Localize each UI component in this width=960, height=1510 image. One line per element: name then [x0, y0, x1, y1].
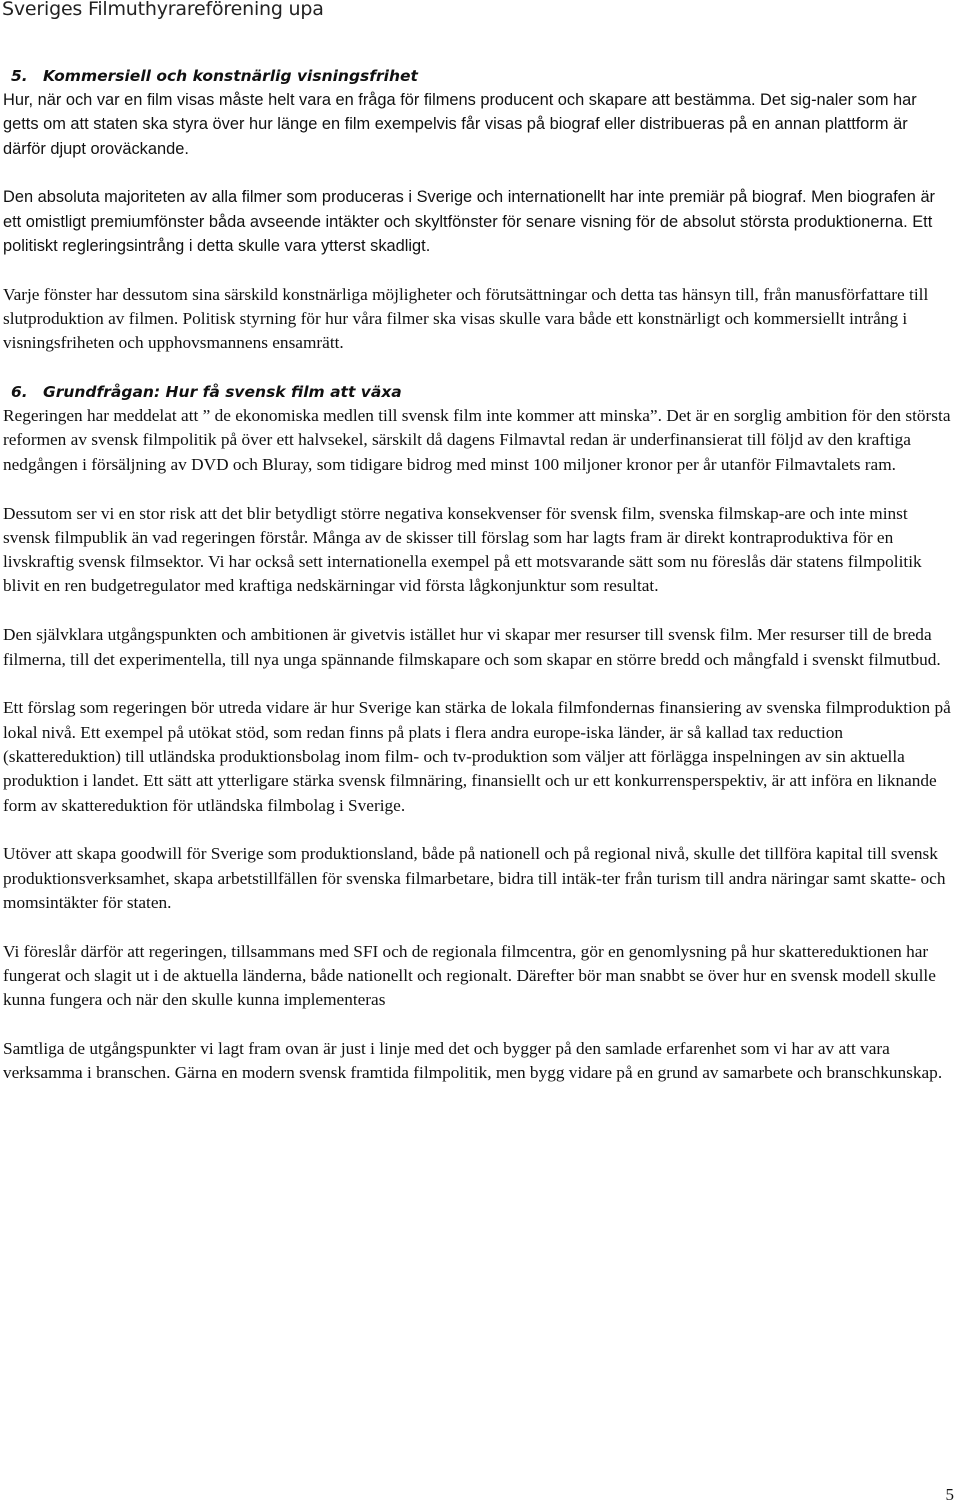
paragraph: Regeringen har meddelat att ” de ekonomiska medlen till svensk film inte kommer att minska”. Det är en sorglig ambition för den största reformen av svensk filmpolitik på över ett halvsekel, särskilt då dagens Filmavtal redan är underfinansierat till följd av den kraftiga nedgången i försäljning av DVD och Bluray, som tidigare bidrog med minst 100 miljoner kronor per år utanför Filmavtalets ram.: [3, 406, 951, 474]
page-number: 5: [945, 1485, 954, 1504]
paragraph: Utöver att skapa goodwill för Sverige som produktionsland, både på nationell och på regional nivå, skulle det tillföra kapital till svensk produktionsverksamhet, skapa arbetstillfällen för svenska filmarbetare, bidra till intäk-ter från turism till andra näringar samt skatte- och momsintäkter för staten.: [3, 844, 946, 912]
section-title: Kommersiell och konstnärlig visningsfrihet: [43, 67, 418, 85]
paragraph: Den absoluta majoriteten av alla filmer som produceras i Sverige och internationellt har inte premiär på biograf. Men biografen är ett omistligt premiumfönster båda avseende intäkter och skyltfönster för senare visning för de absolut största produktionerna. Ett politiskt regleringsintrång i detta skulle vara ytterst skadligt.: [3, 188, 936, 255]
paragraph: Den självklara utgångspunkten och ambitionen är givetvis istället hur vi skapar mer resurser till svensk film. Mer resurser till de breda filmerna, till det experimentella, till nya unga spännande filmskapare och som skapar en större bredd och mångfald i svenskt filmutbud.: [3, 625, 941, 669]
paragraph: Samtliga de utgångspunkter vi lagt fram ovan är just i linje med det och bygger på den samlade erfarenhet som vi har av att vara verksamma i branschen. Gärna en modern svensk framtida filmpolitik, men bygg vidare på en grund av samarbete och branschkunskap.: [3, 1039, 943, 1083]
section-number: 5.: [11, 67, 28, 85]
running-header: Sveriges Filmuthyrareförening upa: [2, 0, 324, 20]
paragraph: Dessutom ser vi en stor risk att det blir betydligt större negativa konsekvenser för svensk film, svenska filmskap-are och inte minst svensk filmpublik än vad regeringen förstår. Många av de skisser till förslag som har lagts fram är direkt kontraproduktiva för en livskraftig svensk filmsektor. Vi har också sett internationella exempel på ett motsvarande sätt som nu föreslås där statens filmpolitik blivit en ren budgetregulator med kraftiga nedskärningar vid första lågkonjunktur som resultat.: [3, 503, 922, 596]
section-heading-5: [3, 64, 955, 88]
section-heading-6: [3, 380, 955, 404]
document-body: [3, 64, 955, 1086]
paragraph: Ett förslag som regeringen bör utreda vidare är hur Sverige kan stärka de lokala filmfondernas finansiering av svenska filmproduktion på lokal nivå. Ett exempel på utökat stöd, som redan finns på plats i flera andra europe-iska länder, är så kallad tax reduction (skattereduktion) till utländska produktionsbolag inom film- och tv-produktion som väljer att förlägga inspelningen av sin aktuella produktion i landet. Ett sätt att ytterligare stärka svensk filmnäring, finansiellt och ur ett konkurrensperspektiv, är att införa en liknande form av skattereduktion för utländska filmbolag i Sverige.: [3, 698, 951, 815]
section-title: Grundfrågan: Hur få svensk film att växa: [43, 383, 402, 402]
paragraph: Varje fönster har dessutom sina särskild konstnärliga möjligheter och förutsättningar och detta tas hänsyn till, från manusförfattare till slutproduktion av filmen. Politisk styrning för hur våra filmer ska visas skulle vara både ett konstnärligt och kommersiellt intrång i visningsfriheten och upphovsmannens ensamrätt.: [3, 284, 929, 353]
paragraph: Hur, när och var en film visas måste helt vara en fråga för filmens producent och skapare att bestämma. Det sig-naler som har getts om att staten ska styra över hur länge en film exempelvis får visas på biograf eller distribueras på en annan plattform är därför djupt oroväckande.: [3, 91, 917, 158]
section-number: 6.: [11, 383, 28, 402]
paragraph: Vi föreslår därför att regeringen, tillsammans med SFI och de regionala filmcentra, gör en genomlysning på hur skattereduktionen har fungerat och slagit ut i de aktuella länderna, både nationellt och regionalt. Därefter bör man snabbt se över hur en svensk modell skulle kunna fungera och när den skulle kunna implementeras: [3, 941, 936, 1010]
